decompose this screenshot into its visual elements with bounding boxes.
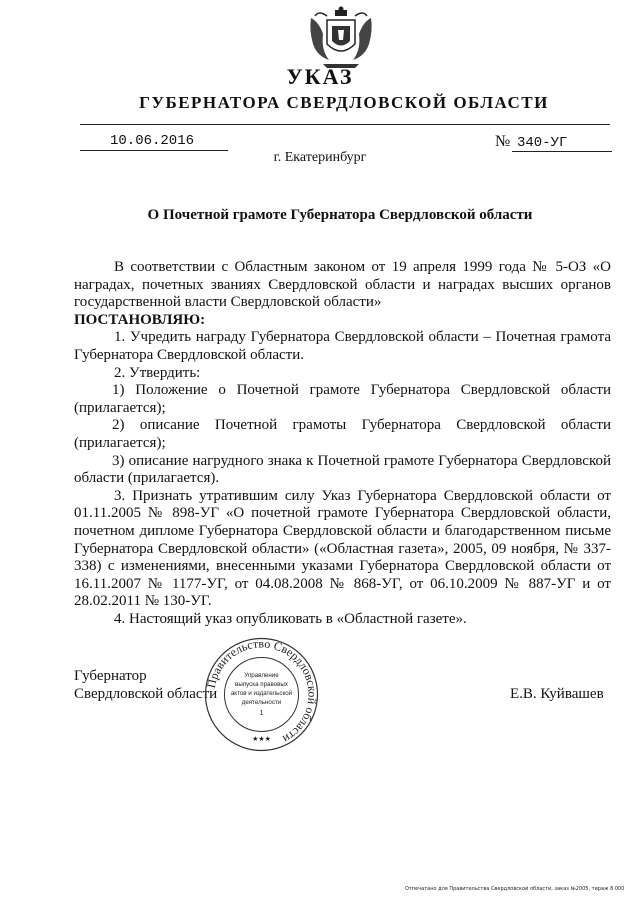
official-stamp [203,636,320,753]
issuer-title: ГУБЕРНАТОРА СВЕРДЛОВСКОЙ ОБЛАСТИ [139,93,549,112]
stamp-stars: ★★★ [252,735,271,743]
stamp-inner-line-2: выпуска правовых [235,681,288,688]
signatory-position-line-2: Свердловской области [74,686,218,702]
item-4: 4. Настоящий указ опубликовать в «Областной газете». [114,610,467,627]
stamp-ring-text: Правительство Свердловской области [203,636,320,747]
decree-word: ПОСТАНОВЛЯЮ: [74,311,206,328]
city: г. Екатеринбург [273,150,367,165]
print-footer: Отпечатано для Правительства Свердловской области, заказ №2005, тираж 8 000 [405,886,625,892]
decree-subject: О Почетной грамоте Губернатора Свердловской области [147,207,533,223]
stamp-inner-number: 1 [259,710,264,717]
signatory-name: Е.В. Куйвашев [510,686,604,702]
item-2-1: 1) Положение о Почетной грамоте Губернатора Свердловской области (прилагается); [74,382,611,416]
number-sign: № [495,133,511,150]
doc-type-title: УКАЗ [286,64,354,89]
item-2-2: 2) описание Почетной грамоты Губернатора Свердловской области (прилагается); [74,417,611,451]
decree-body [74,259,611,628]
decree-date: 10.06.2016 [110,133,195,149]
stamp-inner-line-3: актов и издательской [230,690,293,697]
item-2-3: 3) описание нагрудного знака к Почетной грамоте Губернатора Свердловской области (прилагается). [74,452,611,487]
signatory-position-line-1: Губернатор [74,668,147,684]
preamble-paragraph: В соответствии с Областным законом от 19 апреля 1999 года № 5-ОЗ «О наградах, почетных званиях Свердловской области и наградах высших органов государственной власти Свердловской области» [74,259,611,311]
item-1: 1. Учредить награду Губернатора Свердловской области – Почетная грамота Губернатора Свердловской области. [74,329,611,363]
header-rule [80,124,610,125]
decree-number: 340-УГ [517,135,568,151]
stamp-inner-line-4: деятельности [241,699,282,706]
item-3: 3. Признать утратившим силу Указ Губернатора Свердловской области от 01.11.2005 № 898-УГ «О почетной грамоте Губернатора Свердловской области, почетном дипломе Губернатора Свердловской области и благодарственном письме Губернатора Свердловской области» («Областная газета», 2005, 09 ноября, № 337-338) с изменениями, внесенными указами Губернатора Свердловской области от 16.11.2007 № 1177-УГ, от 04.08.2008 № 868-УГ, от 06.10.2009 № 887-УГ и от 28.02.2011 № 130-УГ. [74,487,611,610]
stamp-inner-line-1: Управление [244,672,279,679]
item-2: 2. Утвердить: [114,364,201,381]
coat-of-arms-icon [305,6,377,70]
